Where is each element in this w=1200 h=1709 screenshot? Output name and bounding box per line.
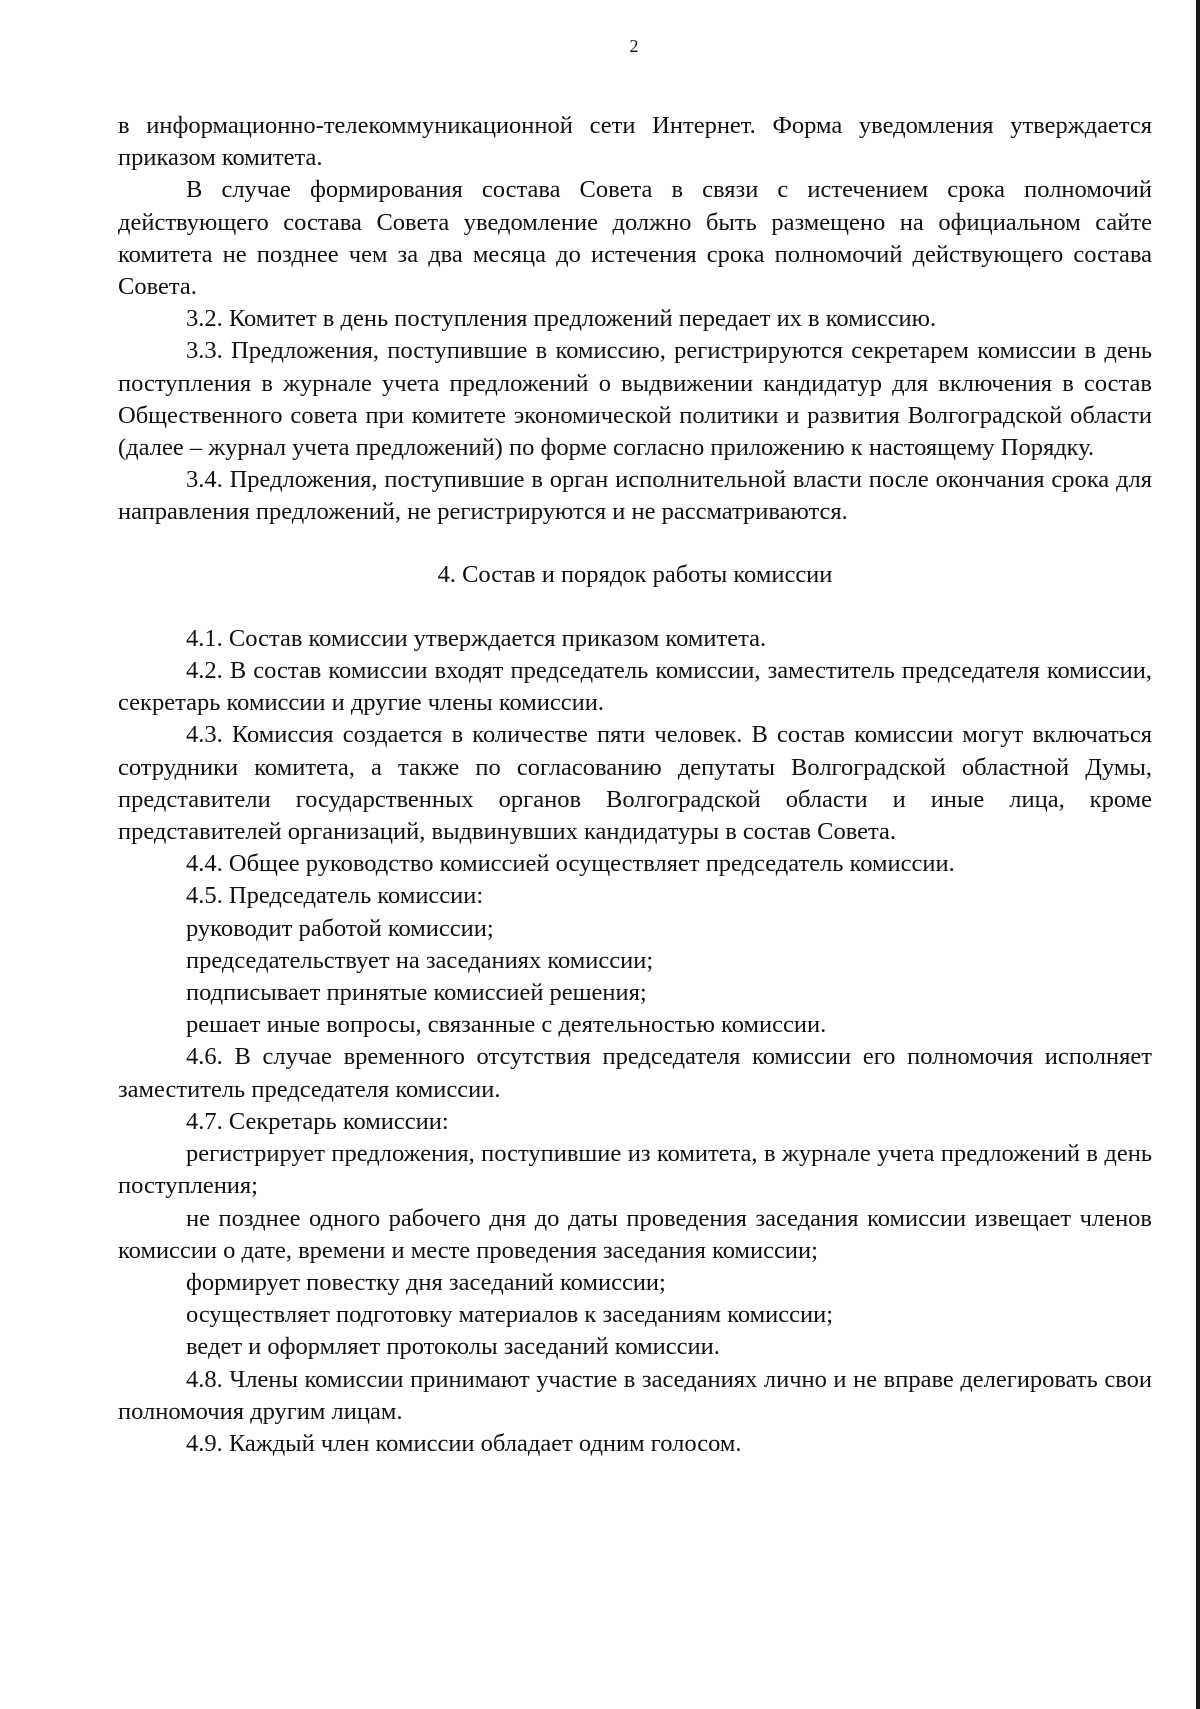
- paragraph-4-4: 4.4. Общее руководство комиссией осуществляет председатель комиссии.: [186, 850, 955, 878]
- paragraph-3-2: 3.2. Комитет в день поступления предложений передает их в комиссию.: [186, 305, 937, 333]
- paragraph-4-3: 4.3. Комиссия создается в количестве пяти человек. В состав комиссии могут включаться сотрудники комитета, а также по согласованию депутаты Волгоградской областной Думы, представители государственных органов Волгоградской области и иные лица, кроме представителей организаций, выдвинувших кандидатуры в состав Совета.: [118, 721, 1152, 846]
- paragraph-notice-timing: В случае формирования состава Совета в связи с истечением срока полномочий действующего состава Совета уведомление должно быть размещено на официальном сайте комитета не позднее чем за два месяца до истечения срока полномочий действующего состава Совета.: [118, 176, 1152, 301]
- paragraph-4-6: 4.6. В случае временного отсутствия председателя комиссии его полномочия исполняет заместитель председателя комиссии.: [118, 1043, 1152, 1103]
- list-item-chairman-duty: подписывает принятые комиссией решения;: [186, 979, 647, 1007]
- section-heading: 4. Состав и порядок работы комиссии: [437, 560, 833, 588]
- list-item-secretary-duty: ведет и оформляет протоколы заседаний комиссии.: [186, 1333, 720, 1361]
- paragraph-4-5: 4.5. Председатель комиссии:: [186, 882, 484, 910]
- list-item-secretary-duty: осуществляет подготовку материалов к заседаниям комиссии;: [186, 1301, 834, 1329]
- list-item-secretary-duty: регистрирует предложения, поступившие из комитета, в журнале учета предложений в день поступления;: [118, 1140, 1152, 1200]
- list-item-chairman-duty: решает иные вопросы, связанные с деятельностью комиссии.: [186, 1011, 827, 1039]
- paragraph-4-2: 4.2. В состав комиссии входят председатель комиссии, заместитель председателя комиссии, секретарь комиссии и другие члены комиссии.: [118, 657, 1152, 717]
- document-body: [118, 110, 1152, 1460]
- list-item-chairman-duty: руководит работой комиссии;: [186, 914, 494, 942]
- paragraph-3-3: 3.3. Предложения, поступившие в комиссию, регистрируются секретарем комиссии в день поступления в журнале учета предложений о выдвижении кандидатур для включения в состав Общественного совета при комитете экономической политики и развития Волгоградской области (далее – журнал учета предложений) по форме согласно приложению к настоящему Порядку.: [118, 337, 1152, 462]
- page-number: 2: [629, 36, 639, 56]
- list-item-secretary-duty: не позднее одного рабочего дня до даты проведения заседания комиссии извещает членов комиссии о дате, времени и месте проведения заседания комиссии;: [118, 1204, 1152, 1264]
- list-item-secretary-duty: формирует повестку дня заседаний комиссии;: [186, 1268, 666, 1296]
- paragraph-4-7: 4.7. Секретарь комиссии:: [186, 1107, 449, 1135]
- paragraph-3-4: 3.4. Предложения, поступившие в орган исполнительной власти после окончания срока для направления предложений, не регистрируются и не рассматриваются.: [118, 466, 1152, 526]
- scan-edge: [1196, 0, 1200, 1709]
- paragraph-continuation: в информационно-телекоммуникационной сети Интернет. Форма уведомления утверждается приказом комитета.: [118, 112, 1152, 172]
- paragraph-4-9: 4.9. Каждый член комиссии обладает одним голосом.: [186, 1429, 742, 1457]
- list-item-chairman-duty: председательствует на заседаниях комиссии;: [186, 946, 654, 974]
- paragraph-4-1: 4.1. Состав комиссии утверждается приказом комитета.: [186, 624, 767, 652]
- paragraph-4-8: 4.8. Члены комиссии принимают участие в заседаниях лично и не вправе делегировать свои полномочия другим лицам.: [118, 1365, 1152, 1425]
